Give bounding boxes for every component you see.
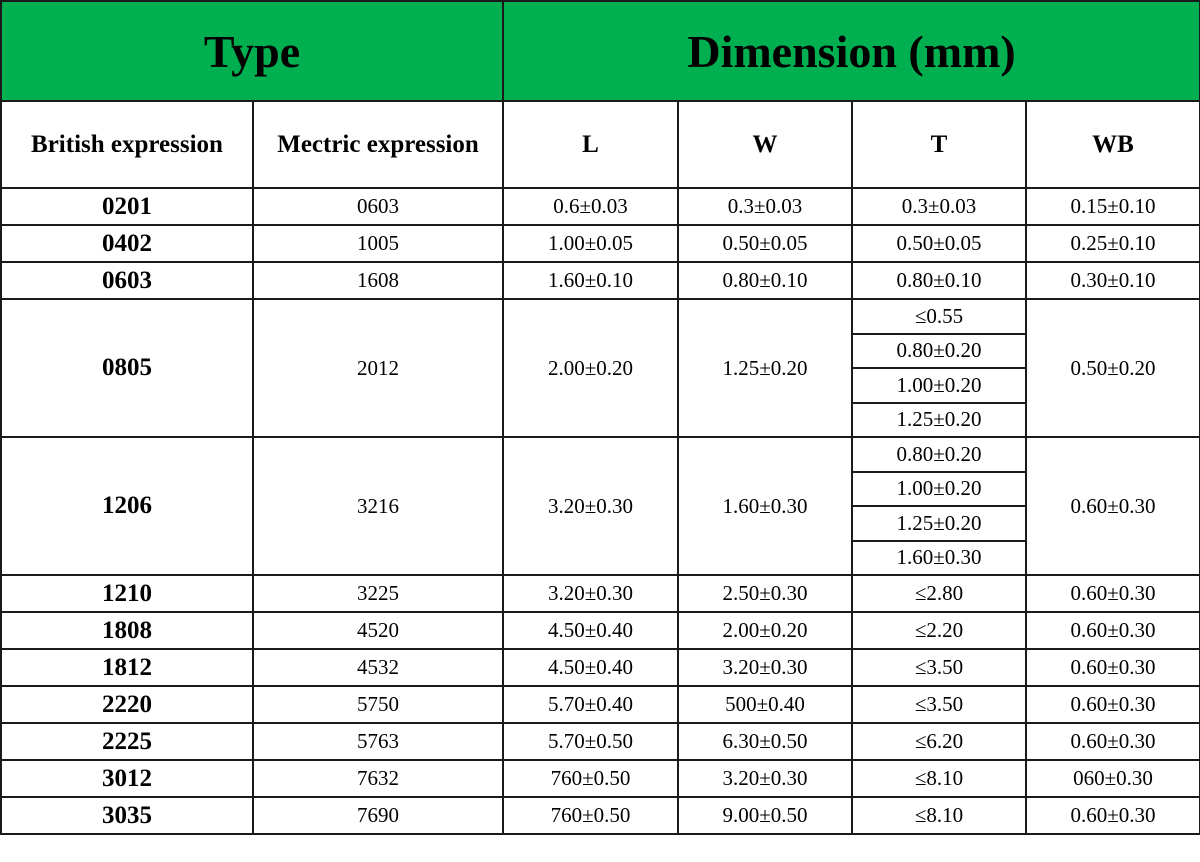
table-row: [1, 723, 1200, 760]
british-cell: 0402: [1, 225, 253, 262]
l-cell: 4.50±0.40: [503, 649, 678, 686]
table-row: [1, 686, 1200, 723]
table-row: [1, 225, 1200, 262]
l-cell: 5.70±0.50: [503, 723, 678, 760]
l-cell: 760±0.50: [503, 797, 678, 834]
metric-cell: 4532: [253, 649, 503, 686]
british-cell: 0603: [1, 262, 253, 299]
t-cell: ≤3.50: [852, 686, 1026, 723]
group-header-row: [1, 1, 1200, 101]
column-header-row: [1, 101, 1200, 188]
l-cell: 1.00±0.05: [503, 225, 678, 262]
t-cell: 1.25±0.20: [852, 506, 1026, 541]
wb-cell: 0.30±0.10: [1026, 262, 1200, 299]
table-row: [1, 188, 1200, 225]
table-row: [1, 612, 1200, 649]
col-w: W: [678, 101, 852, 188]
british-cell: 2220: [1, 686, 253, 723]
col-wb: WB: [1026, 101, 1200, 188]
col-metric: Mectric expression: [253, 101, 503, 188]
l-cell: 760±0.50: [503, 760, 678, 797]
metric-cell: 5750: [253, 686, 503, 723]
t-cell: 0.80±0.20: [852, 334, 1026, 369]
l-cell: 2.00±0.20: [503, 299, 678, 437]
w-cell: 1.60±0.30: [678, 437, 852, 575]
l-cell: 4.50±0.40: [503, 612, 678, 649]
t-cell: 1.00±0.20: [852, 368, 1026, 403]
col-l: L: [503, 101, 678, 188]
british-cell: 1812: [1, 649, 253, 686]
l-cell: 3.20±0.30: [503, 437, 678, 575]
british-cell: 1206: [1, 437, 253, 575]
w-cell: 3.20±0.30: [678, 649, 852, 686]
w-cell: 0.80±0.10: [678, 262, 852, 299]
w-cell: 0.50±0.05: [678, 225, 852, 262]
wb-cell: 0.60±0.30: [1026, 575, 1200, 612]
dimension-header: Dimension (mm): [503, 1, 1200, 101]
l-cell: 0.6±0.03: [503, 188, 678, 225]
wb-cell: 0.25±0.10: [1026, 225, 1200, 262]
metric-cell: 1005: [253, 225, 503, 262]
w-cell: 1.25±0.20: [678, 299, 852, 437]
british-cell: 0805: [1, 299, 253, 437]
wb-cell: 0.15±0.10: [1026, 188, 1200, 225]
w-cell: 6.30±0.50: [678, 723, 852, 760]
wb-cell: 0.60±0.30: [1026, 649, 1200, 686]
t-cell: ≤0.55: [852, 299, 1026, 334]
type-header: Type: [1, 1, 503, 101]
british-cell: 3012: [1, 760, 253, 797]
british-cell: 1210: [1, 575, 253, 612]
wb-cell: 0.60±0.30: [1026, 797, 1200, 834]
metric-cell: 3216: [253, 437, 503, 575]
w-cell: 2.50±0.30: [678, 575, 852, 612]
table-row: [1, 262, 1200, 299]
wb-cell: 0.60±0.30: [1026, 437, 1200, 575]
wb-cell: 0.50±0.20: [1026, 299, 1200, 437]
table-row: [1, 797, 1200, 834]
l-cell: 1.60±0.10: [503, 262, 678, 299]
wb-cell: 0.60±0.30: [1026, 612, 1200, 649]
l-cell: 3.20±0.30: [503, 575, 678, 612]
metric-cell: 4520: [253, 612, 503, 649]
t-cell: ≤8.10: [852, 797, 1026, 834]
t-cell: 0.80±0.10: [852, 262, 1026, 299]
t-cell: 1.00±0.20: [852, 472, 1026, 507]
w-cell: 500±0.40: [678, 686, 852, 723]
col-british: British expression: [1, 101, 253, 188]
metric-cell: 2012: [253, 299, 503, 437]
british-cell: 1808: [1, 612, 253, 649]
t-cell: 1.25±0.20: [852, 403, 1026, 438]
t-cell: ≤8.10: [852, 760, 1026, 797]
table-row: [1, 437, 1200, 472]
metric-cell: 7632: [253, 760, 503, 797]
table-row: [1, 760, 1200, 797]
wb-cell: 0.60±0.30: [1026, 686, 1200, 723]
british-cell: 2225: [1, 723, 253, 760]
wb-cell: 060±0.30: [1026, 760, 1200, 797]
metric-cell: 0603: [253, 188, 503, 225]
t-cell: ≤6.20: [852, 723, 1026, 760]
british-cell: 3035: [1, 797, 253, 834]
metric-cell: 5763: [253, 723, 503, 760]
t-cell: ≤3.50: [852, 649, 1026, 686]
metric-cell: 7690: [253, 797, 503, 834]
metric-cell: 1608: [253, 262, 503, 299]
metric-cell: 3225: [253, 575, 503, 612]
wb-cell: 0.60±0.30: [1026, 723, 1200, 760]
t-cell: 0.50±0.05: [852, 225, 1026, 262]
british-cell: 0201: [1, 188, 253, 225]
table-row: [1, 575, 1200, 612]
w-cell: 2.00±0.20: [678, 612, 852, 649]
t-cell: ≤2.80: [852, 575, 1026, 612]
table-row: [1, 299, 1200, 334]
w-cell: 3.20±0.30: [678, 760, 852, 797]
w-cell: 0.3±0.03: [678, 188, 852, 225]
w-cell: 9.00±0.50: [678, 797, 852, 834]
t-cell: 0.80±0.20: [852, 437, 1026, 472]
col-t: T: [852, 101, 1026, 188]
t-cell: 0.3±0.03: [852, 188, 1026, 225]
l-cell: 5.70±0.40: [503, 686, 678, 723]
t-cell: ≤2.20: [852, 612, 1026, 649]
table-row: [1, 649, 1200, 686]
t-cell: 1.60±0.30: [852, 541, 1026, 576]
